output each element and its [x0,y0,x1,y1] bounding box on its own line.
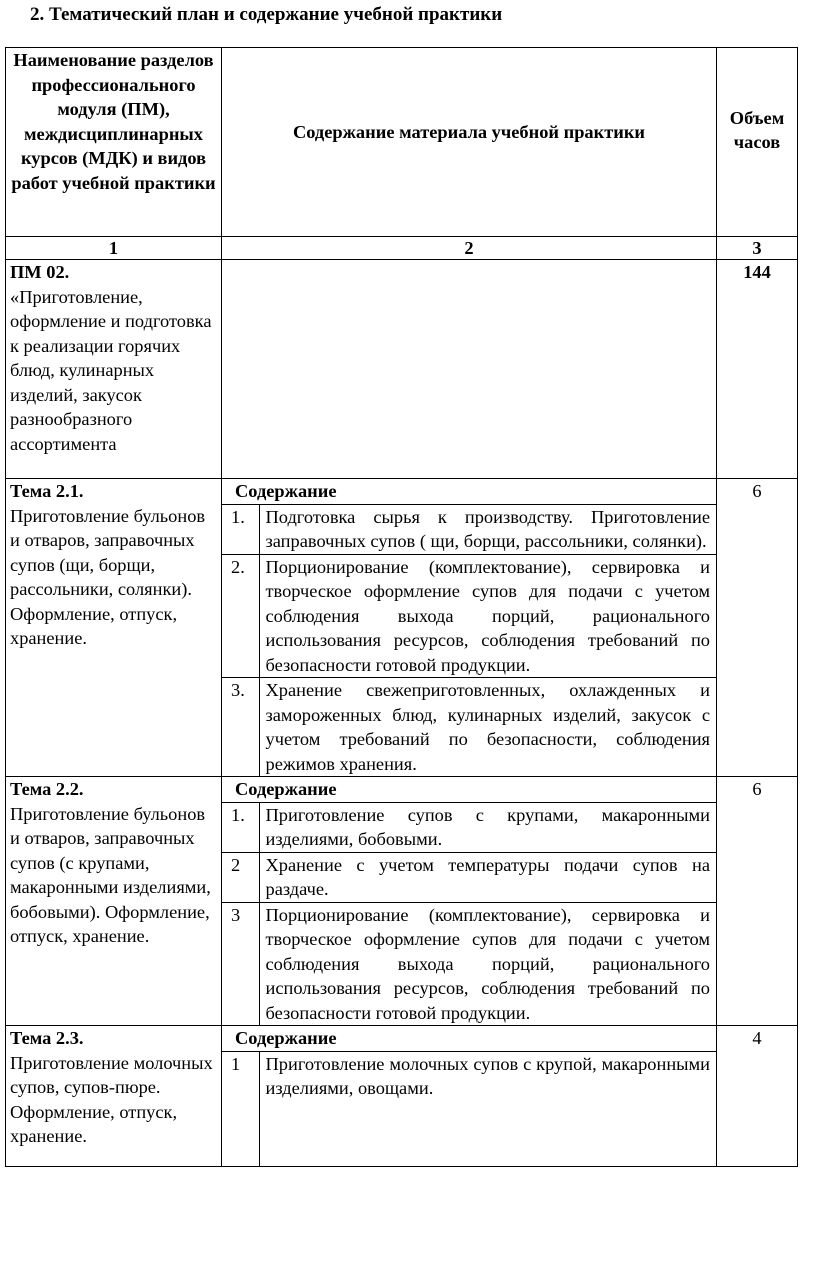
item-number: 1 [222,1051,259,1166]
list-item [222,1051,716,1166]
item-text: Приготовление супов с крупами, макаронными изделиями, бобовыми. [259,802,716,852]
module-hours: 144 [717,260,798,479]
list-item [222,902,716,1025]
item-number: 1. [222,504,259,554]
topic-name: Приготовление молочных супов, супов-пюре. Оформление, отпуск, хранение. [10,1052,213,1146]
topic-cell [6,777,222,1026]
topic-code: Тема 2.1. [10,481,84,501]
topic-items-table [222,777,716,1025]
topic-items-table [222,479,716,776]
list-item [222,852,716,902]
topic-hours: 6 [717,479,798,777]
list-item [222,802,716,852]
item-text: Хранение свежеприготовленных, охлажденных и замороженных блюд, кулинарных изделий, закусок с учетом требований по безопасности, соблюдения режимов хранения. [259,678,716,777]
column-number: 1 [6,237,222,260]
column-numbers-row [6,237,798,260]
column-number: 2 [222,237,717,260]
header-sections: Наименование разделов профессионального модуля (ПМ), междисциплинарных курсов (МДК) и видов работ учебной практики [6,48,222,237]
item-number: 2. [222,554,259,678]
topic-row [6,1026,798,1167]
item-text: Приготовление молочных супов с крупой, макаронными изделиями, овощами. [259,1051,716,1166]
module-code: ПМ 02. [10,262,70,282]
item-text: Порционирование (комплектование), сервировка и творческое оформление супов для подачи с учетом соблюдения выхода порций, рационального использования ресурсов, соблюдения требований по безопасности готовой продукции. [259,902,716,1025]
topic-name: Приготовление бульонов и отваров, заправочных супов (щи, борщи, рассольники, солянки). Оформление, отпуск, хранение. [10,505,206,648]
item-number: 1. [222,802,259,852]
module-name: «Приготовление, оформление и подготовка к реализации горячих блюд, кулинарных изделий, закусок разнообразного ассортимента [10,286,212,454]
item-text: Порционирование (комплектование), сервировка и творческое оформление супов для подачи с учетом соблюдения выхода порций, рационального использования ресурсов, соблюдения требований по безопасности готовой продукции. [259,554,716,678]
item-number: 3 [222,902,259,1025]
topic-items-table [222,1026,716,1166]
content-label: Содержание [235,779,337,799]
item-number: 2 [222,852,259,902]
module-content-cell [222,260,717,479]
module-cell [6,260,222,479]
topic-content-cell [222,777,717,1026]
topic-content-cell [222,479,717,777]
topic-row [6,479,798,777]
item-text: Хранение с учетом температуры подачи супов на раздаче. [259,852,716,902]
thematic-plan-table [5,47,798,1167]
topic-row [6,777,798,1026]
column-number: 3 [717,237,798,260]
topic-hours: 6 [717,777,798,1026]
topic-content-cell [222,1026,717,1167]
list-item [222,554,716,678]
header-content: Содержание материала учебной практики [222,48,717,237]
topic-name: Приготовление бульонов и отваров, заправочных супов (с крупами, макаронными изделиями, бобовыми). Оформление, отпуск, хранение. [10,803,211,946]
topic-code: Тема 2.2. [10,779,84,799]
topic-hours: 4 [717,1026,798,1167]
item-number: 3. [222,678,259,777]
topic-cell [6,1026,222,1167]
topic-cell [6,479,222,777]
table-header-row [6,48,798,237]
content-label: Содержание [235,481,337,501]
content-label: Содержание [235,1028,337,1048]
header-hours: Объем часов [717,48,798,237]
list-item [222,678,716,777]
item-text: Подготовка сырья к производству. Приготовление заправочных супов ( щи, борщи, рассольники, солянки). [259,504,716,554]
page-title: 2. Тематический план и содержание учебной практики [30,4,503,25]
module-row [6,260,798,479]
list-item [222,504,716,554]
topic-code: Тема 2.3. [10,1028,84,1048]
